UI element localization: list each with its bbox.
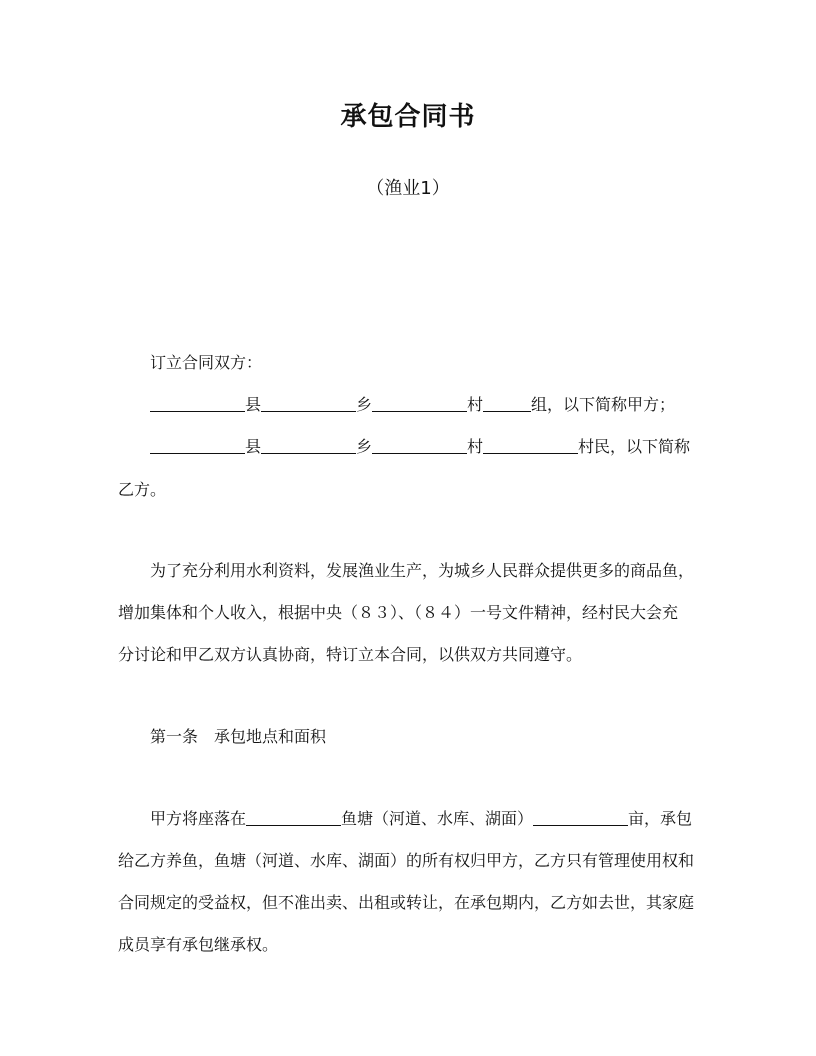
article-text: 甲方将座落在 [150,809,247,828]
county-blank [150,393,245,412]
county-label: 县 [245,437,262,456]
article-title: 承包地点和面积 [214,727,327,746]
document-title: 承包合同书 [340,102,476,132]
villager-suffix: 村民，以下简称 [578,437,691,456]
party-b-tail: 乙方。 [118,480,167,499]
township-label: 乡 [356,437,373,456]
article-1-line: 合同规定的受益权，但不准出卖、出租或转让，在承包期内，乙方如去世，其家庭 [118,893,695,912]
village-label: 村 [467,395,484,414]
article-1-line [150,807,750,831]
preamble-line: 分讨论和甲乙双方认真协商，特订立本合同，以供双方共同遵守。 [118,645,583,664]
preamble-line: 增加集体和个人收入，根据中央（８３）、（８４）一号文件精神，经村民大会充 [118,603,679,622]
document-subtitle: （渔业1） [366,178,450,199]
villager-blank [483,435,578,454]
party-b-line [150,435,750,459]
article-number: 第一条 [150,727,199,746]
village-blank [372,435,467,454]
county-label: 县 [245,395,262,414]
area-blank [533,807,628,826]
group-suffix: 组，以下简称甲方； [531,395,676,414]
township-label: 乡 [356,395,373,414]
article-1-heading [150,725,750,749]
village-label: 村 [467,437,484,456]
location-blank [246,807,341,826]
article-1-line: 成员享有承包继承权。 [118,935,279,954]
village-blank [372,393,467,412]
county-blank [150,435,245,454]
parties-intro: 订立合同双方： [150,353,263,372]
township-blank [261,435,356,454]
article-text: 鱼塘（河道、水库、湖面） [341,809,534,828]
article-1-line: 给乙方养鱼，鱼塘（河道、水库、湖面）的所有权归甲方，乙方只有管理使用权和 [118,851,695,870]
article-text: 亩，承包 [628,809,693,828]
party-a-line [150,393,750,417]
group-blank [483,393,531,412]
township-blank [261,393,356,412]
preamble-line: 为了充分利用水利资料，发展渔业生产，为城乡人民群众提供更多的商品鱼， [150,561,695,580]
